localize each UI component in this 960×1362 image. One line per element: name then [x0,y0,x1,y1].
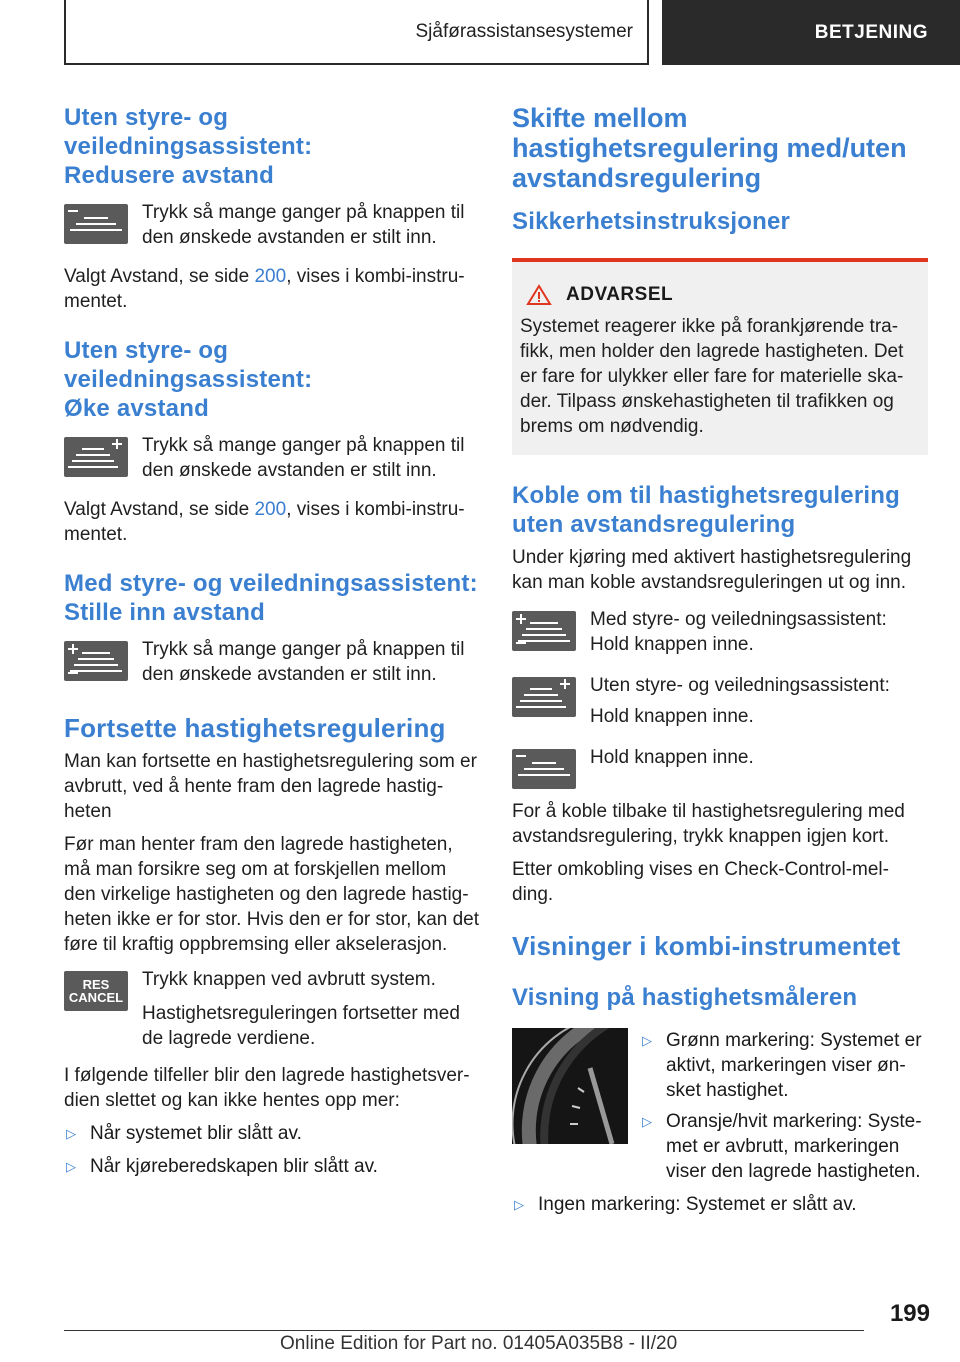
list-item: ▷ Når systemet blir slått av. [66,1123,302,1144]
increase-distance-instruction: Trykk så mange ganger på knappen til den ønskede avstanden er stilt inn. [64,433,480,483]
header-section-title: Sjåførassistansesystemer [64,0,649,65]
heading-speedometer-display: Visning på hastighetsmåleren [512,984,858,1011]
switch-back-note: For å koble tilbake til hastighetsregulering med avstandsregulering, trykk knappen igjen kort. [512,801,905,847]
heading-switch-mode: Skifte mellom hastighetsregulering med/uten avstandsregulering [512,103,907,193]
heading-set-distance: Med styre- og veiledningsassistent: Stille inn avstand [64,570,478,626]
distance-reduce-button-icon [64,204,128,244]
list-item: ▷ Oransje/hvit markering: Syste-met er avbrutt, markeringen viser den lagrede hastigheten. [642,1111,922,1182]
warning-text: Systemet reagerer ikke på forankjørende tra-fikk, men holder den lagrede hastigheten. Det er fare for ulykker eller fare for materielle ska-der. Tilpass ønskehastigheten til trafikken og brems om nødvendig. [520,316,904,437]
right-column [512,103,928,1217]
triangle-bullet-icon: ▷ [66,1126,76,1141]
heading-increase-distance: Uten styre- og veiledningsassistent: Øke avstand [64,337,313,422]
header-chapter-tab: BETJENING [662,0,960,65]
resume-instruction: RES CANCEL Trykk knappen ved avbrutt system. [64,967,480,1011]
page-link[interactable]: 200 [254,266,287,287]
left-column [64,103,480,1179]
switch-instruction-with-steering: Med styre- og veiledningsassistent: Hold knappen inne. [512,607,928,657]
resume-caution: Før man henter fram den lagrede hastigheten, må man forsikre seg om at forskjellen mellom den virkelige hastigheten og den lagrede hastig-heten ikke er for stor. Hvis den er for stor, kan det føre til kraftig oppbremsing eller akselerasjon. [64,834,480,955]
warning-title: ADVARSEL [520,284,920,306]
set-distance-instruction: Trykk så mange ganger på knappen til den ønskede avstanden er stilt inn. [64,637,480,687]
resume-deletion-cases: I følgende tilfeller blir den lagrede hastighetsver-dien slettet og kan ikke hentes opp mer: [64,1065,470,1111]
distance-reduce-button-icon [512,749,576,789]
heading-switch-to-cruise: Koble om til hastighetsregulering uten avstandsregulering [512,482,900,538]
footer-divider [64,1330,864,1331]
triangle-bullet-icon: ▷ [514,1197,524,1212]
distance-set-button-icon [512,611,576,651]
res-cancel-button-icon: RES CANCEL [64,971,128,1011]
speedometer-image [512,1028,628,1144]
list-item: ▷ Grønn markering: Systemet er aktivt, markeringen viser øn-sket hastighet. [642,1030,922,1101]
reduce-distance-instruction: Trykk så mange ganger på knappen til den ønskede avstanden er stilt inn. [64,200,480,250]
reduce-distance-note: Valgt Avstand, se side 200, vises i kombi-instru-mentet. [64,266,465,312]
resume-intro: Man kan fortsette en hastighetsregulering som er avbrutt, ved å hente fram den lagrede hastig-heten [64,751,477,822]
page-number: 199 [889,1300,930,1327]
check-control-note: Etter omkobling vises en Check-Control-mel-ding. [512,859,889,905]
increase-distance-note: Valgt Avstand, se side 200, vises i kombi-instru-mentet. [64,499,465,545]
triangle-bullet-icon: ▷ [66,1159,76,1174]
heading-cluster-displays: Visninger i kombi-instrumentet [512,931,901,961]
switch-intro: Under kjøring med aktivert hastighetsregulering kan man koble avstandsreguleringen ut og inn. [512,547,912,593]
list-item: ▷ Ingen markering: Systemet er slått av. [514,1194,857,1215]
footer-edition: Online Edition for Part no. 01405A035B8 - II/20 [280,1333,678,1354]
heading-safety: Sikkerhetsinstruksjoner [512,208,791,235]
switch-instruction-without-steering: Uten styre- og veiledningsassistent: Hold knappen inne. [512,673,928,729]
distance-increase-button-icon [64,437,128,477]
triangle-bullet-icon: ▷ [642,1114,652,1129]
distance-set-button-icon [64,641,128,681]
distance-increase-button-icon [512,677,576,717]
warning-triangle-icon [526,284,552,306]
switch-instruction-generic: Hold knappen inne. [512,745,928,789]
page-link[interactable]: 200 [254,499,287,520]
speedometer-section [512,1028,928,1184]
heading-resume-cruise: Fortsette hastighetsregulering [64,713,446,743]
list-item: ▷ Når kjøreberedskapen blir slått av. [66,1156,378,1177]
warning-box [512,258,928,455]
triangle-bullet-icon: ▷ [642,1033,652,1048]
resume-result: Hastighetsreguleringen fortsetter med de lagrede verdiene. [142,1003,460,1049]
heading-reduce-distance: Uten styre- og veiledningsassistent: Redusere avstand [64,104,313,189]
